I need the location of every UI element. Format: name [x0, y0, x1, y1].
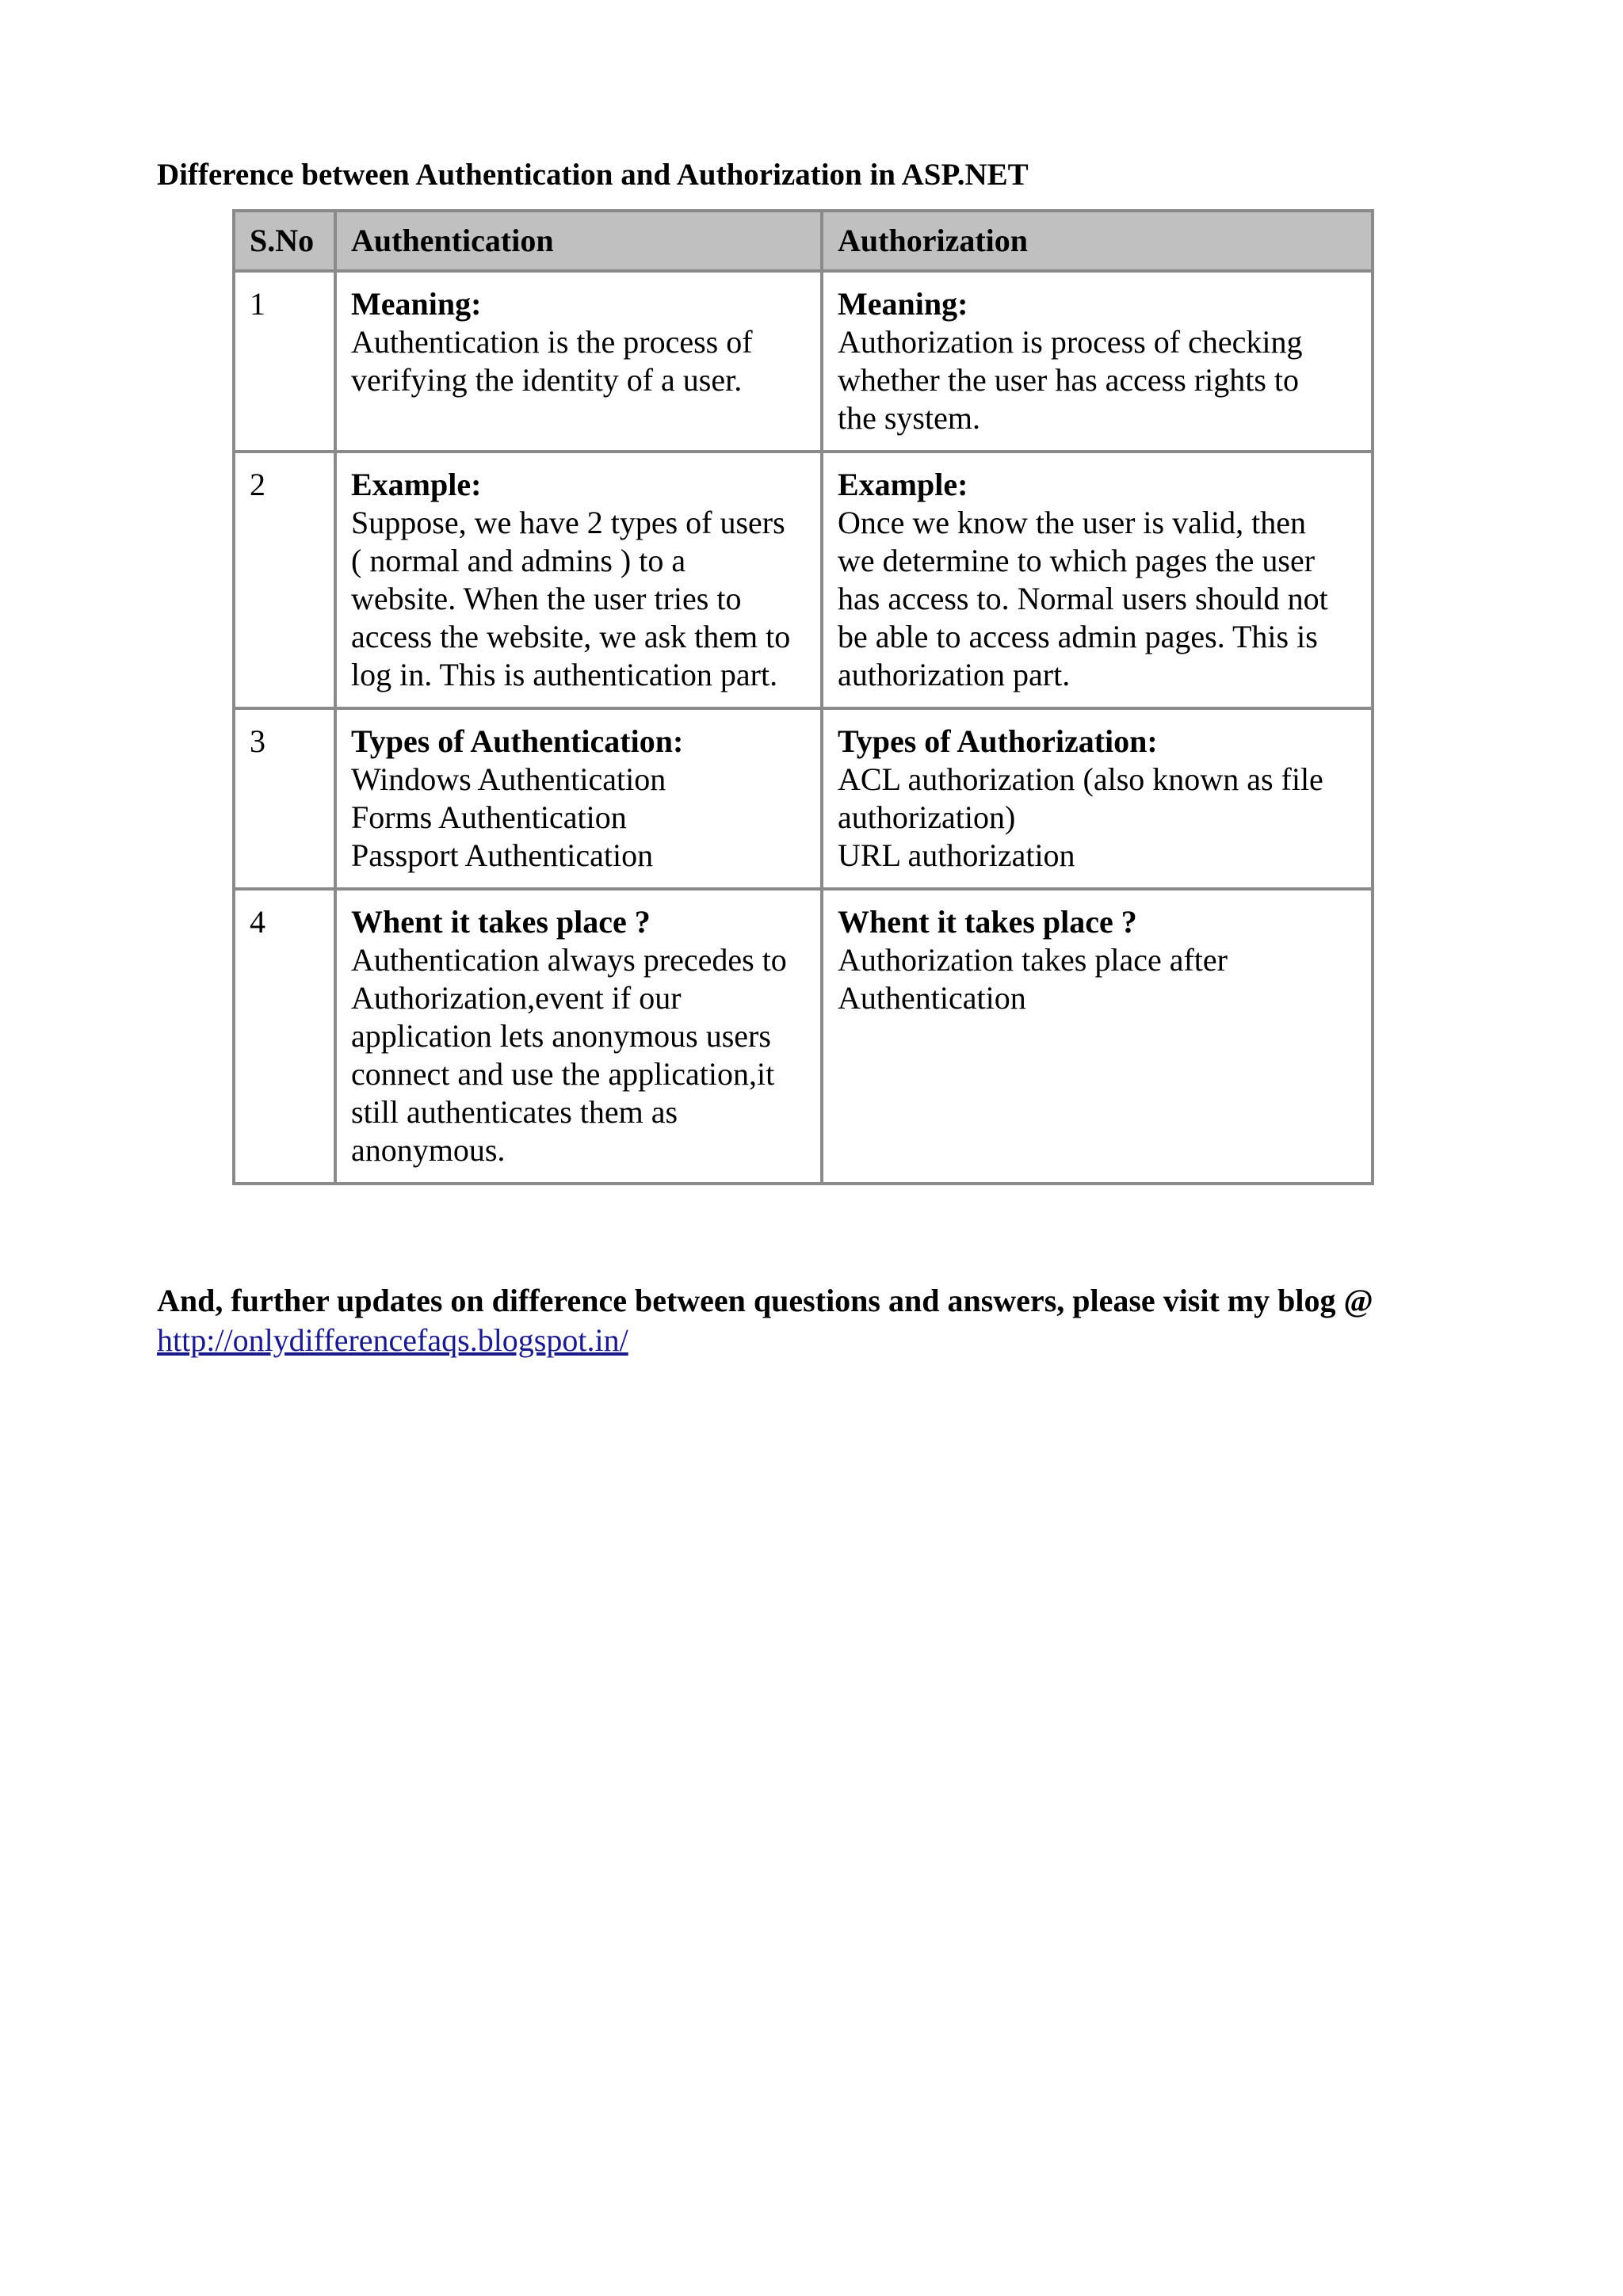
header-authorization: Authorization — [822, 211, 1373, 271]
cell-line: anonymous. — [351, 1132, 506, 1168]
cell-sno: 2 — [234, 452, 335, 708]
table-row — [234, 271, 1373, 452]
cell-line: has access to. Normal users should not — [838, 581, 1328, 616]
cell-line: log in. This is authentication part. — [351, 657, 778, 692]
cell-line: still authenticates them as — [351, 1094, 678, 1130]
cell-line: authorization part. — [838, 657, 1071, 692]
cell-heading: Example: — [351, 467, 482, 502]
cell-heading: Whent it takes place ? — [351, 904, 651, 940]
cell-line: verifying the identity of a user. — [351, 362, 743, 398]
cell-sno: 3 — [234, 708, 335, 889]
cell-line: we determine to which pages the user — [838, 543, 1316, 578]
comparison-table — [232, 209, 1374, 1185]
cell-line: be able to access admin pages. This is — [838, 619, 1318, 654]
cell-line: Authentication always precedes to — [351, 942, 787, 978]
cell-line: connect and use the application,it — [351, 1056, 775, 1092]
cell-heading: Meaning: — [838, 286, 968, 322]
blog-link[interactable]: http://onlydifferencefaqs.blogspot.in/ — [157, 1322, 628, 1358]
cell-line: Authentication is the process of — [351, 324, 753, 360]
table-row — [234, 889, 1373, 1184]
cell-line: URL authorization — [838, 837, 1075, 873]
cell-authorization — [822, 889, 1373, 1184]
cell-authentication — [335, 889, 822, 1184]
cell-line: Authentication — [838, 980, 1026, 1016]
cell-line: Authorization is process of checking — [838, 324, 1303, 360]
cell-line: Authorization takes place after — [838, 942, 1228, 978]
cell-line: application lets anonymous users — [351, 1018, 771, 1054]
cell-line: whether the user has access rights to — [838, 362, 1300, 398]
cell-authorization — [822, 452, 1373, 708]
page-title: Difference between Authentication and Authorization in ASP.NET — [157, 158, 1029, 192]
cell-line: the system. — [838, 400, 980, 436]
cell-authorization — [822, 708, 1373, 889]
cell-authentication — [335, 452, 822, 708]
cell-line: Forms Authentication — [351, 799, 627, 835]
cell-line: Once we know the user is valid, then — [838, 505, 1306, 540]
cell-heading: Types of Authorization: — [838, 723, 1158, 759]
header-sno: S.No — [234, 211, 335, 271]
cell-authentication — [335, 271, 822, 452]
header-authentication: Authentication — [335, 211, 822, 271]
cell-heading: Example: — [838, 467, 968, 502]
cell-line: Windows Authentication — [351, 761, 666, 797]
table-row — [234, 708, 1373, 889]
cell-heading: Whent it takes place ? — [838, 904, 1137, 940]
footer-text: And, further updates on difference between questions and answers, please visit my blog @ — [157, 1283, 1373, 1318]
cell-line: ( normal and admins ) to a — [351, 543, 686, 578]
cell-heading: Types of Authentication: — [351, 723, 684, 759]
table-row — [234, 452, 1373, 708]
cell-heading: Meaning: — [351, 286, 482, 322]
cell-line: access the website, we ask them to — [351, 619, 791, 654]
table-header-row — [234, 211, 1373, 271]
cell-line: website. When the user tries to — [351, 581, 742, 616]
cell-line: authorization) — [838, 799, 1016, 835]
cell-authentication — [335, 708, 822, 889]
cell-sno: 1 — [234, 271, 335, 452]
cell-line: Passport Authentication — [351, 837, 654, 873]
cell-sno: 4 — [234, 889, 335, 1184]
cell-line: Authorization,event if our — [351, 980, 682, 1016]
cell-line: ACL authorization (also known as file — [838, 761, 1323, 797]
cell-line: Suppose, we have 2 types of users — [351, 505, 785, 540]
cell-authorization — [822, 271, 1373, 452]
